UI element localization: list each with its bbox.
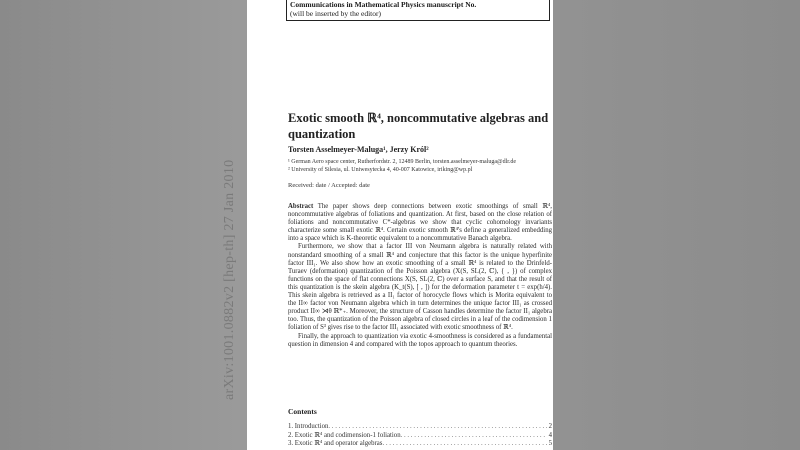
abstract-text-1: The paper shows deep connections between exotic smoothings of small ℝ⁴, noncommutative algebras of foliations and quantization. At first, based on the close relation of foliations and noncommutative C*-algebras we show that cyclic cohomology invariants characterize some small exotic ℝ⁴. Certain exotic smooth ℝ⁴'s define a generalized embedding into a space which is K-theoretic equivalent to a noncommutative Banach algebra.	[288, 203, 552, 243]
affiliation-1: ¹ German Aero space center, Rutherfordstr. 2, 12489 Berlin, torsten.asselmeyer-maluga@dlr.de	[288, 159, 517, 165]
toc-entry-title: 1. Introduction	[288, 423, 329, 430]
journal-name: Communications in Mathematical Physics manuscript No.	[290, 0, 477, 9]
toc-entry-page: 2	[548, 423, 552, 430]
received-date: Received: date / Accepted: date	[288, 182, 370, 189]
journal-header-box	[286, 0, 550, 21]
abstract-paragraph-3: Finally, the approach to quantization via exotic 4-smoothness is considered as a fundamental question in dimension 4 and compared with the topos approach to quantum theories.	[288, 332, 552, 348]
toc-entry[interactable]	[288, 432, 552, 441]
abstract-paragraph-2: Furthermore, we show that a factor III von Neumann algebra is naturally related with nonstandard smoothing of a small ℝ⁴ and conjecture that this factor is the unique hyperfinite factor III₁. We also show how an exotic smoothing of a small ℝ⁴ is related to the Drinfeld-Turaev (deformation) quantization of the Poisson algebra (X(S, SL(2, ℂ), { , }) of complex functions on the space of flat connections X(S, SL(2, ℂ) over a surface S, and that the result of this quantization is the skein algebra (K_t(S), [ , ]) for the deformation parameter t = exp(h/4). This skein algebra is retrieved as a II₁ factor of horocycle flows which is Morita equivalent to the II∞ factor von Neumann algebra which in turn determines the unique factor III₁ as crossed product II∞ ⋊θ ℝ*₊. Moreover, the structure of Casson handles determine the factor II₁ algebra too. Thus, the quantization of the Poisson algebra of closed circles in a leaf of the codimension 1 foliation of S³ gives rise to the factor III₁ associated with exotic smoothness of ℝ⁴.	[288, 243, 552, 332]
contents-heading: Contents	[288, 407, 317, 416]
table-of-contents	[288, 423, 552, 449]
editor-note: (will be inserted by the editor)	[290, 8, 382, 18]
toc-entry[interactable]	[288, 423, 552, 432]
paper-page	[247, 0, 553, 450]
abstract-label: Abstract	[288, 203, 314, 210]
paper-title: Exotic smooth ℝ⁴, noncommutative algebras and quantization	[288, 111, 549, 141]
toc-entry[interactable]	[288, 440, 552, 449]
abstract-paragraph-1	[288, 203, 552, 243]
abstract	[288, 203, 552, 349]
paper-authors: Torsten Asselmeyer-Maluga¹, Jerzy Król²	[288, 145, 429, 154]
toc-leader-dots	[382, 440, 546, 449]
affiliations	[288, 158, 553, 174]
toc-entry-page: 4	[548, 431, 552, 439]
arxiv-identifier-stamp: arXiv:1001.0882v2 [hep-th] 27 Jan 2010	[222, 159, 237, 400]
toc-entry-title: 3. Exotic ℝ⁴ and operator algebras	[288, 440, 383, 447]
affiliation-2: ² University of Silesia, ul. Uniwesytecka 4, 40-007 Katowice, iriking@wp.pl	[288, 167, 473, 173]
toc-leader-dots	[401, 432, 547, 441]
toc-entry-page: 5	[548, 440, 552, 447]
toc-leader-dots	[328, 423, 546, 432]
toc-entry-title: 2. Exotic ℝ⁴ and codimension-1 foliation	[288, 431, 401, 439]
